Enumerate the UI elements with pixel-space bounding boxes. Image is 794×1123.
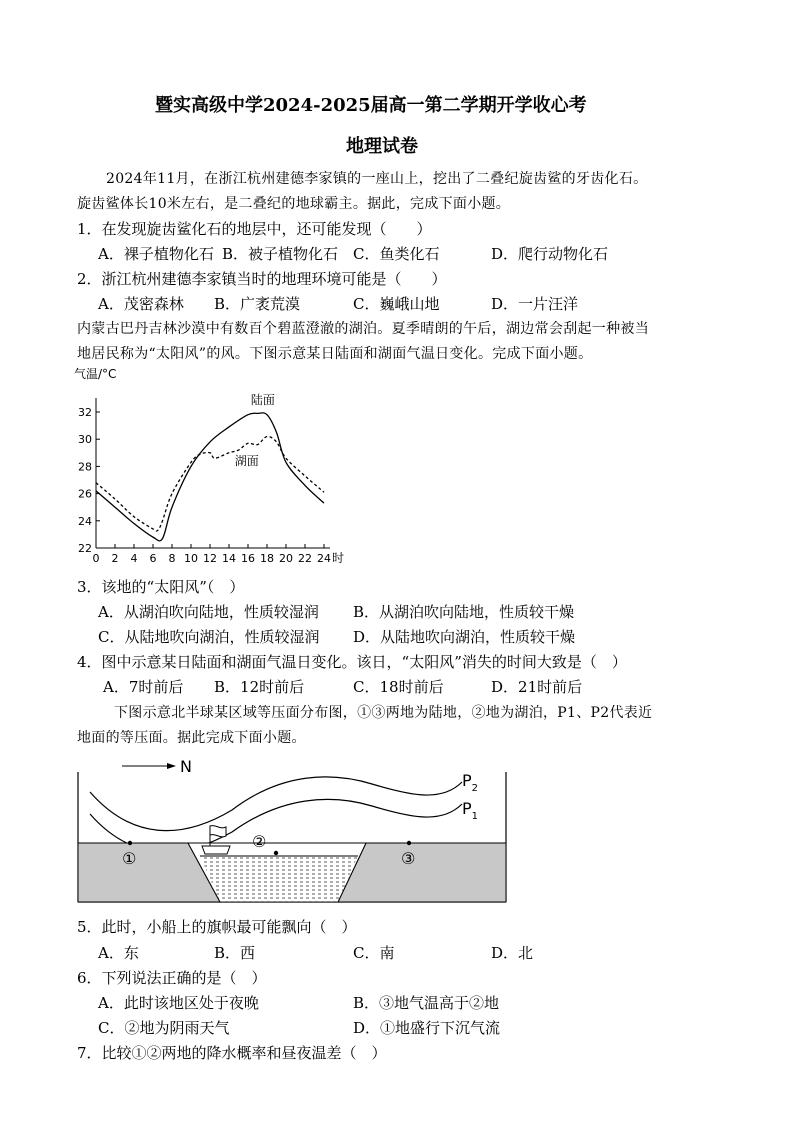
north-label: N: [180, 757, 192, 776]
x-tick-label: 10: [184, 552, 198, 565]
p2-label: $P_2$: [462, 771, 479, 794]
site2-label: ②: [252, 832, 267, 851]
site1-label: ①: [122, 849, 137, 868]
site2-dot: [274, 851, 278, 855]
q1-stem: 1．在发现旋齿鲨化石的地层中，还可能发现（ ）: [77, 220, 432, 238]
q2-option-b[interactable]: B．广袤荒漠: [214, 295, 301, 313]
x-tick-label: 2: [111, 552, 119, 565]
y-axis-label: 气温/°C: [74, 367, 117, 381]
y-tick-label: 26: [78, 487, 92, 501]
series-land-line: [96, 413, 324, 541]
q3-option-b[interactable]: B．从湖泊吹向陆地，性质较干燥: [353, 603, 575, 621]
q3-stem: 3．该地的“太阳风”（ ）: [77, 578, 245, 596]
q1-option-b[interactable]: B．被子植物化石: [222, 245, 339, 263]
x-axis-label: 时: [332, 551, 345, 565]
q6-option-d[interactable]: D．①地盛行下沉气流: [353, 1019, 501, 1037]
x-tick-label: 0: [92, 552, 100, 565]
temperature-chart: [72, 364, 392, 574]
y-tick-label: 32: [78, 406, 92, 419]
q3-option-c[interactable]: C．从陆地吹向湖泊，性质较湿润: [98, 628, 320, 646]
x-tick-label: 22: [298, 552, 312, 565]
q1-option-a[interactable]: A．裸子植物化石: [98, 245, 214, 263]
q5-option-b[interactable]: B．西: [214, 944, 256, 962]
q2-option-d[interactable]: D．一片汪洋: [491, 295, 579, 313]
exam-subtitle: 地理试卷: [346, 136, 418, 157]
q4-option-a[interactable]: A．7时前后: [103, 678, 184, 696]
north-arrowhead-icon: [167, 763, 176, 769]
chart-series: [96, 413, 324, 541]
q5-option-d[interactable]: D．北: [491, 944, 534, 962]
q3-option-a[interactable]: A．从湖泊吹向陆地，性质较湿润: [98, 603, 319, 621]
q7-stem: 7．比较①②两地的降水概率和昼夜温差（ ）: [77, 1044, 387, 1062]
passage2-line2: 地居民称为“太阳风”的风。下图示意某日陆面和湖面气温日变化。完成下面小题。: [77, 346, 593, 362]
x-tick-label: 20: [279, 552, 293, 565]
site3-dot: [407, 841, 411, 845]
y-tick-label: 22: [78, 542, 92, 555]
q2-option-c[interactable]: C．巍峨山地: [353, 295, 440, 313]
flag-icon: [210, 826, 226, 837]
q6-stem: 6．下列说法正确的是（ ）: [77, 969, 267, 987]
passage2-line1: 内蒙古巴丹吉林沙漠中有数百个碧蓝澄澈的湖泊。夏季晴朗的午后，湖边常会刮起一种被当: [77, 321, 649, 337]
exam-title: 暨实高级中学2024-2025届高一第二学期开学收心考: [155, 95, 587, 116]
q2-option-a[interactable]: A．茂密森林: [98, 295, 184, 313]
q6-option-c[interactable]: C．②地为阴雨天气: [98, 1019, 230, 1037]
isobar-p2: [90, 777, 462, 831]
series-lake-line: [96, 436, 324, 531]
lake-water: [200, 856, 358, 902]
x-tick-label: 6: [149, 552, 157, 565]
x-tick-label: 18: [260, 552, 274, 565]
q6-option-a[interactable]: A．此时该地区处于夜晚: [98, 994, 259, 1012]
q3-option-d[interactable]: D．从陆地吹向湖泊，性质较干燥: [353, 628, 576, 646]
chart-labels: [74, 366, 344, 565]
x-tick-label: 14: [222, 552, 236, 565]
q4-option-b[interactable]: B．12时前后: [214, 678, 305, 696]
passage1-line1: 2024年11月，在浙江杭州建德李家镇的一座山上，挖出了二叠纪旋齿鲨的牙齿化石。: [106, 171, 648, 187]
q2-stem: 2．浙江杭州建德李家镇当时的地理环境可能是（ ）: [77, 270, 447, 288]
series-label-lake: 湖面: [234, 453, 259, 468]
x-tick-label: 12: [203, 552, 217, 565]
q5-option-c[interactable]: C．南: [353, 944, 395, 962]
boat-icon: [202, 846, 230, 854]
q5-stem: 5．此时，小船上的旗帜最可能飘向（ ）: [77, 918, 357, 936]
site3-label: ③: [401, 849, 416, 868]
p1-label: $P_1$: [462, 799, 479, 822]
passage3-line1: 下图示意北半球某区域等压面分布图，①③两地为陆地，②地为湖泊，P1、P2代表近: [114, 705, 653, 721]
isobar-diagram: [72, 752, 512, 907]
x-tick-label: 16: [241, 552, 255, 565]
q4-stem: 4．图中示意某日陆面和湖面气温日变化。该日，“太阳风”消失的时间大致是（ ）: [77, 653, 627, 671]
series-label-land: 陆面: [250, 393, 275, 407]
x-tick-label: 8: [168, 552, 176, 565]
y-tick-label: 30: [78, 433, 92, 447]
q5-option-a[interactable]: A．东: [98, 944, 139, 962]
land-right: [338, 843, 506, 902]
y-tick-label: 28: [78, 460, 92, 474]
x-tick-label: 4: [130, 552, 138, 565]
q4-option-d[interactable]: D．21时前后: [491, 678, 583, 696]
passage3-line2: 地面的等压面。据此完成下面小题。: [77, 730, 306, 746]
site1-dot: [128, 841, 132, 845]
x-tick-label: 24: [317, 552, 331, 565]
passage1-line2: 旋齿鲨体长10米左右，是二叠纪的地球霸主。据此，完成下面小题。: [77, 196, 511, 212]
q4-option-c[interactable]: C．18时前后: [353, 678, 444, 696]
q1-option-d[interactable]: D．爬行动物化石: [491, 245, 609, 263]
chart-axes: [78, 398, 331, 565]
y-tick-label: 24: [78, 514, 92, 528]
q6-option-b[interactable]: B．③地气温高于②地: [353, 994, 500, 1012]
q1-option-c[interactable]: C．鱼类化石: [353, 245, 440, 263]
